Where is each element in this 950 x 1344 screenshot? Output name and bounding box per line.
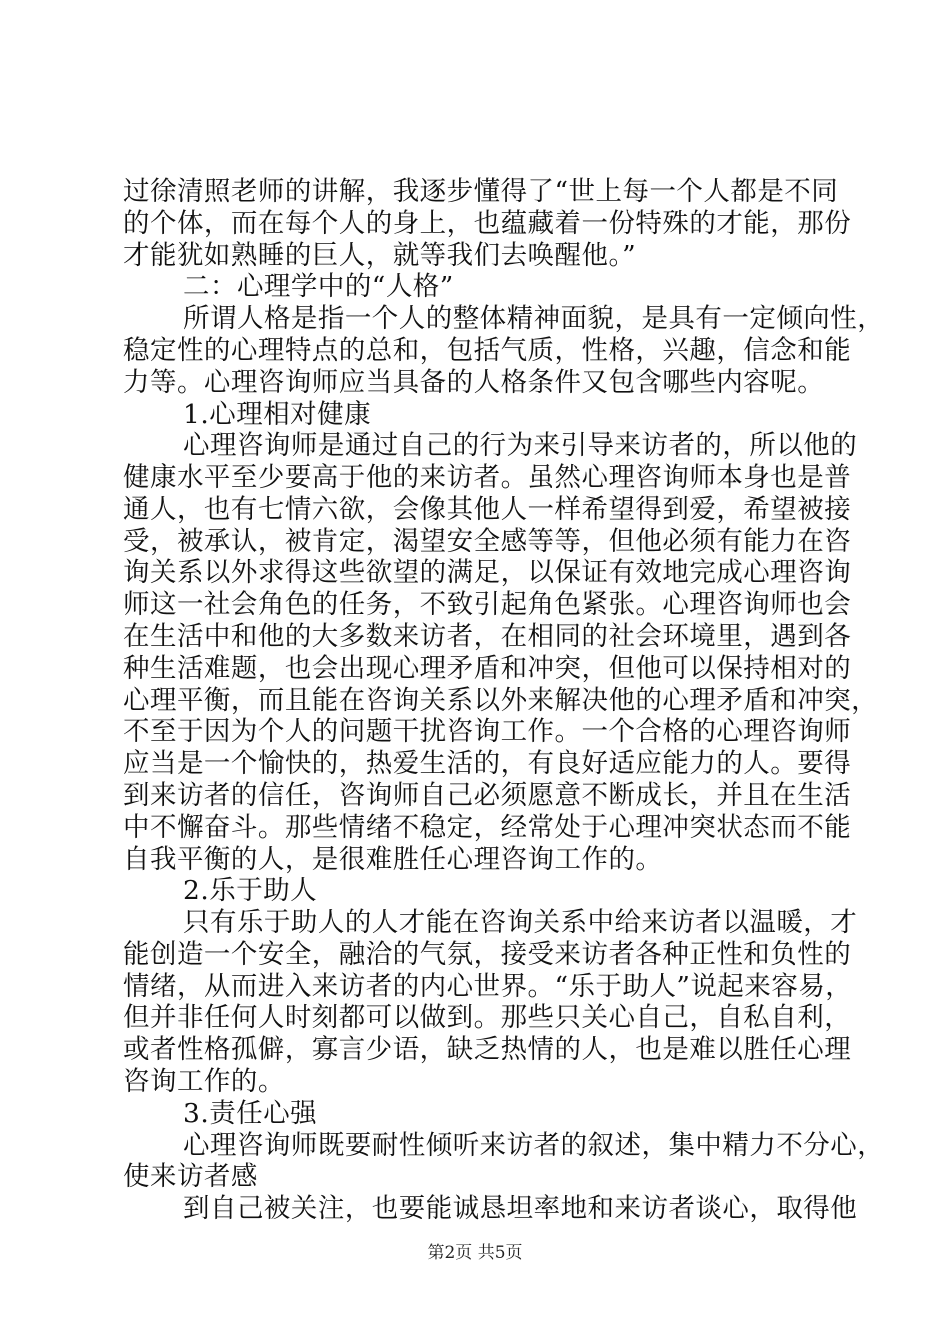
section-heading: 二：心理学中的“人格” bbox=[183, 271, 454, 303]
text-line: 能创造一个安全，融洽的气氛，接受来访者各种正性和负性的 bbox=[123, 938, 852, 970]
text-line: 心理咨询师既要耐性倾听来访者的叙述，集中精力不分心， bbox=[183, 1129, 885, 1161]
text-line: 到自己被关注，也要能诚恳坦率地和来访者谈心，取得他 bbox=[183, 1193, 858, 1225]
text-line: 稳定性的心理特点的总和，包括气质，性格，兴趣，信念和能 bbox=[123, 334, 852, 366]
text-line: 通人，也有七情六欲，会像其他人一样希望得到爱，希望被接 bbox=[123, 493, 852, 525]
text-line: 不至于因为个人的问题干扰咨询工作。一个合格的心理咨询师 bbox=[123, 716, 852, 748]
text-line: 所谓人格是指一个人的整体精神面貌，是具有一定倾向性， bbox=[183, 303, 885, 335]
text-line: 情绪，从而进入来访者的内心世界。“乐于助人”说起来容易， bbox=[123, 970, 853, 1002]
text-line: 只有乐于助人的人才能在咨询关系中给来访者以温暖，才 bbox=[183, 907, 858, 939]
text-line: 但并非任何人时刻都可以做到。那些只关心自己，自私自利， bbox=[123, 1002, 852, 1034]
text-line: 询关系以外求得这些欲望的满足，以保证有效地完成心理咨询 bbox=[123, 557, 852, 589]
text-line: 健康水平至少要高于他的来访者。虽然心理咨询师本身也是普 bbox=[123, 462, 852, 494]
text-line: 的个体，而在每个人的身上，也蕴藏着一份特殊的才能，那份 bbox=[123, 207, 852, 239]
text-line: 过徐清照老师的讲解，我逐步懂得了“世上每一个人都是不同 bbox=[123, 176, 839, 207]
text-line: 或者性格孤僻，寡言少语，缺乏热情的人，也是难以胜任心理 bbox=[123, 1034, 852, 1066]
text-line: 到来访者的信任，咨询师自己必须愿意不断成长，并且在生活 bbox=[123, 779, 852, 811]
text-line: 自我平衡的人，是很难胜任心理咨询工作的。 bbox=[123, 843, 663, 875]
text-line: 力等。心理咨询师应当具备的人格条件又包含哪些内容呢。 bbox=[123, 366, 825, 398]
text-line: 应当是一个愉快的，热爱生活的，有良好适应能力的人。要得 bbox=[123, 748, 852, 780]
text-line: 在生活中和他的大多数来访者，在相同的社会环境里，遇到各 bbox=[123, 621, 852, 653]
text-line: 使来访者感 bbox=[123, 1161, 258, 1193]
text-line: 师这一社会角色的任务，不致引起角色紧张。心理咨询师也会 bbox=[123, 589, 852, 621]
page-number: 第2页 共5页 bbox=[427, 1243, 523, 1263]
subsection-heading: 1.心理相对健康 bbox=[183, 398, 372, 430]
text-line: 中不懈奋斗。那些情绪不稳定，经常处于心理冲突状态而不能 bbox=[123, 811, 852, 843]
text-line: 才能犹如熟睡的巨人，就等我们去唤醒他。” bbox=[123, 239, 637, 271]
text-line: 咨询工作的。 bbox=[123, 1066, 285, 1098]
subsection-heading: 3.责任心强 bbox=[183, 1097, 318, 1129]
text-line: 心理平衡，而且能在咨询关系以外来解决他的心理矛盾和冲突， bbox=[123, 684, 879, 716]
text-line: 种生活难题，也会出现心理矛盾和冲突，但他可以保持相对的 bbox=[123, 652, 852, 684]
text-line: 心理咨询师是通过自己的行为来引导来访者的，所以他的 bbox=[183, 430, 858, 462]
subsection-heading: 2.乐于助人 bbox=[183, 875, 318, 907]
text-line: 受，被承认，被肯定，渴望安全感等等，但他必须有能力在咨 bbox=[123, 525, 852, 557]
